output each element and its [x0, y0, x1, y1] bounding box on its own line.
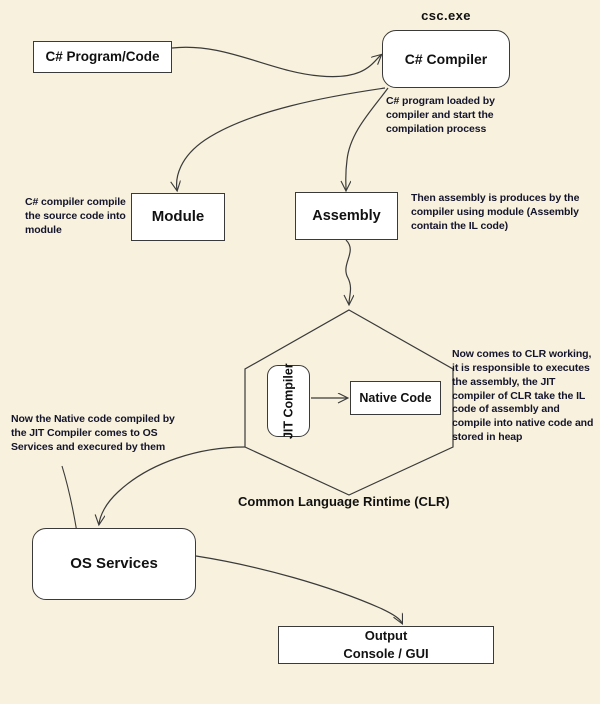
- connector-clr-to-os: [99, 447, 245, 524]
- node-output[interactable]: [278, 626, 494, 664]
- connector-os-to-output: [196, 556, 402, 623]
- node-csharp-program-label: C# Program/Code: [45, 49, 160, 65]
- note-assembly: Then assembly is produces by the compiler using module (Assembly contain the IL code): [411, 192, 580, 232]
- connector-assembly-to-clr: [346, 240, 351, 304]
- node-assembly-label: Assembly: [312, 207, 381, 224]
- node-assembly[interactable]: [295, 192, 398, 240]
- csc-exe-label: csc.exe: [421, 8, 471, 23]
- node-csharp-program[interactable]: [33, 41, 172, 73]
- node-os-services[interactable]: [32, 528, 196, 600]
- note-clr: Now comes to CLR working, it is responsible to executes the assembly, the JIT compiler of CLR take the IL code of assembly and compile into native code and stored in heap: [452, 348, 594, 444]
- node-module[interactable]: [131, 193, 225, 241]
- node-module-label: Module: [151, 208, 205, 226]
- note-os-services: Now the Native code compiled by the JIT Compiler comes to OS Services and execured by them: [11, 413, 175, 453]
- connector-program-to-compiler: [172, 47, 381, 76]
- note-compiler: C# program loaded by compiler and start the compilation process: [386, 95, 495, 135]
- node-native-code-label: Native Code: [359, 390, 432, 405]
- note-module: C# compiler compile the source code into module: [25, 196, 126, 236]
- node-output-label-line1: Output: [364, 628, 408, 644]
- node-csharp-compiler[interactable]: [382, 30, 510, 88]
- node-jit-compiler[interactable]: [267, 365, 310, 437]
- node-csharp-compiler-label: C# Compiler: [404, 50, 488, 67]
- connector-compiler-to-module: [177, 88, 385, 190]
- connector-compiler-to-assembly: [346, 88, 388, 190]
- node-output-label-line2: Console / GUI: [343, 646, 429, 661]
- node-os-services-label: OS Services: [70, 555, 158, 573]
- node-jit-compiler-label: JIT Compiler: [281, 363, 296, 439]
- clr-caption: Common Language Rintime (CLR): [238, 494, 450, 509]
- node-native-code[interactable]: [350, 381, 441, 415]
